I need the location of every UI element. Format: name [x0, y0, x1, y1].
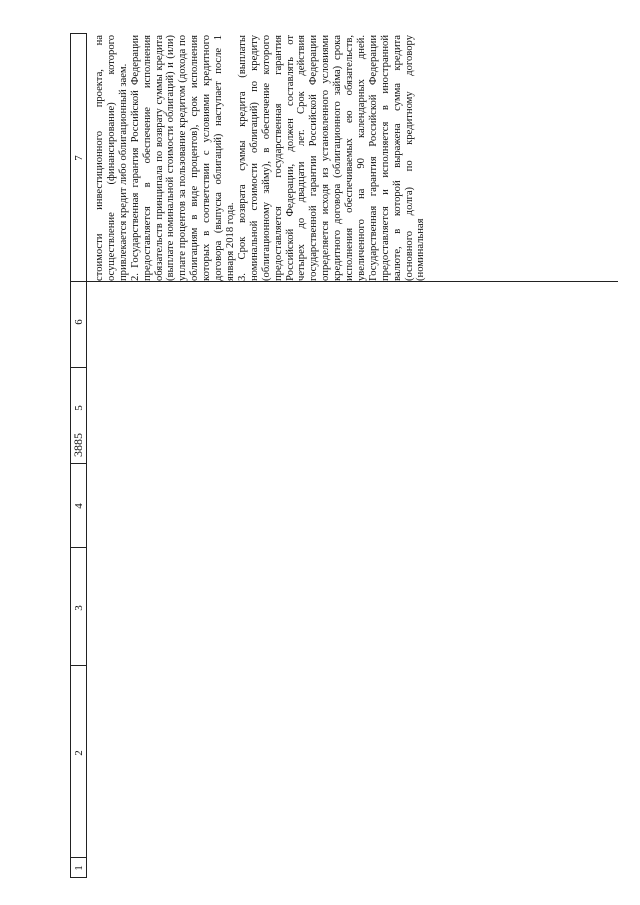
column-divider: [70, 367, 87, 368]
column-divider: [70, 857, 87, 858]
column-number-2: 2: [73, 750, 85, 756]
column-divider: [70, 877, 87, 878]
paragraph: 3. Срок возврата суммы кредита (выплаты номинальной стоимости облигаций) по кредиту (облигационному займу), в обеспечение которого предоставляется государственная гарантия Российской Федерации, должен составлять от четырех до двадцати лет. Срок действия государственной гарантии Российской Федерации определяется исходя из установленного условиями кредитного договора (облигационного займа) срока исполнения обеспечиваемых ею обязательств, увеличенного на 90 календарных дней. Государственная гарантия Российской Федерации предоставляется и исполняется в иностранной валюте, в которой выражена сумма кредита (основного долга) по кредитному договору (номинальная: [236, 35, 427, 281]
table-header-row: [70, 33, 87, 878]
paragraph: 2. Государственная гарантия Российской Федерации предоставляется в обеспечение исполнения обязательств принципала по возврату суммы кредита (выплате номинальной стоимости облигаций) и (или) уплате процентов за пользование кредитом (дохода по облигациям в виде процентов), срок исполнения которых в соответствии с условиями кредитного договора (выпуска облигаций) наступает после 1 января 2018 года.: [129, 35, 236, 281]
paragraph: стоимости инвестиционного проекта, на осуществление (финансирование) которого привлекается кредит либо облигационный заем.: [94, 35, 129, 281]
column-7-content: [94, 35, 614, 281]
column-number-3: 3: [73, 605, 85, 611]
column-number-6: 6: [73, 319, 85, 325]
column-number-5: 5: [73, 405, 85, 411]
column-divider: [70, 665, 87, 666]
column-number-1: 1: [73, 865, 85, 871]
column-number-7: 7: [73, 155, 85, 161]
rotated-table: [70, 33, 618, 878]
column-divider: [70, 281, 618, 282]
column-divider: [70, 547, 87, 548]
column-number-4: 4: [73, 503, 85, 509]
page-number: 3885: [71, 433, 85, 457]
column-divider: [70, 463, 87, 464]
column-divider: [70, 33, 87, 34]
